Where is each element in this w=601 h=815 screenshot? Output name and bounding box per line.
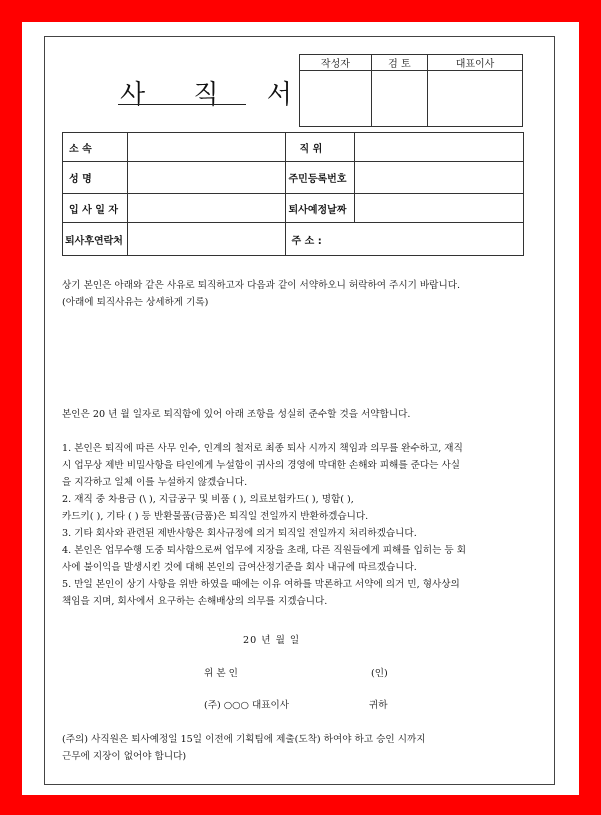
contact-after-field[interactable] [127, 223, 285, 256]
label-resident-number: 주민등록번호 [285, 162, 355, 194]
item-4-line-2: 사에 불이익을 발생시킨 것에 대해 본인의 급여산정기준을 회사 내규에 따르겠습니다. [62, 562, 417, 573]
footer-note [62, 731, 426, 765]
approval-table [299, 54, 523, 127]
item-2-line-1: 2. 재직 중 차용금 (\ ), 지급공구 및 비품 ( ), 의료보험카드( ), 명함( ), [62, 494, 354, 505]
footer-note-line-2: 근무에 지장이 없어야 합니다) [62, 751, 187, 762]
approval-sign-writer[interactable] [300, 71, 372, 127]
label-contact-after: 퇴사후연락처 [63, 223, 128, 256]
approval-header-writer: 작성자 [300, 55, 372, 71]
seal-mark[interactable]: (인) [371, 668, 388, 679]
label-resignation-date: 퇴사예정날짜 [285, 194, 355, 223]
intro-text [62, 277, 460, 311]
list-item [62, 542, 537, 576]
affiliation-field[interactable] [127, 133, 285, 162]
item-2-line-2: 카드키( ), 기타 ( ) 등 반환물품(금품)은 퇴직일 전일까지 반환하겠습니다. [62, 511, 369, 522]
approval-header-review: 검 토 [371, 55, 427, 71]
label-name: 성 명 [63, 162, 128, 194]
honorific: 귀하 [369, 700, 388, 711]
item-1-line-1: 1. 본인은 퇴직에 따른 사무 인수, 인계의 철저로 최종 퇴사 시까지 책임과 의무를 완수하고, 재직 [62, 443, 463, 454]
name-field[interactable] [127, 162, 285, 194]
employee-info-table [62, 132, 524, 256]
intro-line: 상기 본인은 아래와 같은 사유로 퇴직하고자 다음과 같이 서약하오니 허락하여 주시기 바랍니다. [62, 280, 461, 291]
label-join-date: 입 사 일 자 [63, 194, 128, 223]
resignation-date-field[interactable] [355, 194, 524, 223]
item-1-line-2: 시 업무상 제반 비밀사항을 타인에게 누설함이 귀사의 경영에 막대한 손해와 피해를 준다는 사실 [62, 460, 461, 471]
list-item [62, 440, 537, 491]
list-item [62, 491, 537, 525]
address-field[interactable] [355, 223, 524, 256]
list-item [62, 525, 537, 542]
list-item [62, 576, 537, 610]
recipient-line: (주) ○○○ 대표이사 [204, 700, 290, 711]
intro-note: (아래에 퇴직사유는 상세하게 기록) [62, 297, 209, 308]
resident-number-field[interactable] [355, 162, 524, 194]
item-1-line-3: 을 지각하고 일체 이를 누설하지 않겠습니다. [62, 477, 248, 488]
position-field[interactable] [355, 133, 524, 162]
document-title: 사 직 서 [120, 80, 312, 110]
label-address: 주 소 : [285, 223, 355, 256]
item-3-line-1: 3. 기타 회사와 관련된 제반사항은 회사규정에 의거 퇴직일 전일까지 처리하겠습니다. [62, 528, 417, 539]
label-affiliation: 소 속 [63, 133, 128, 162]
title-underline [118, 104, 246, 105]
item-5-line-2: 책임을 지며, 회사에서 요구하는 손해배상의 의무를 지겠습니다. [62, 596, 328, 607]
label-position: 직 위 [285, 133, 355, 162]
join-date-field[interactable] [127, 194, 285, 223]
pledge-line: 본인은 20 년 월 일자로 퇴직함에 있어 아래 조항을 성실히 준수할 것을 서약합니다. [62, 409, 411, 420]
item-4-line-1: 4. 본인은 업무수행 도중 퇴사함으로써 업무에 지장을 초래, 다른 직원들에게 피해를 입히는 등 회 [62, 545, 467, 556]
date-line: 20 년 월 일 [243, 635, 301, 646]
item-5-line-1: 5. 만일 본인이 상기 사항을 위반 하였을 때에는 이유 여하를 막론하고 서약에 의거 민, 형사상의 [62, 579, 460, 590]
signer-label: 위 본 인 [204, 668, 238, 679]
footer-note-line-1: (주의) 사직원은 퇴사예정일 15일 이전에 기획팀에 제출(도착) 하여야 하고 승인 시까지 [62, 734, 426, 745]
approval-header-ceo: 대표이사 [428, 55, 523, 71]
approval-sign-ceo[interactable] [428, 71, 523, 127]
approval-sign-review[interactable] [371, 71, 427, 127]
